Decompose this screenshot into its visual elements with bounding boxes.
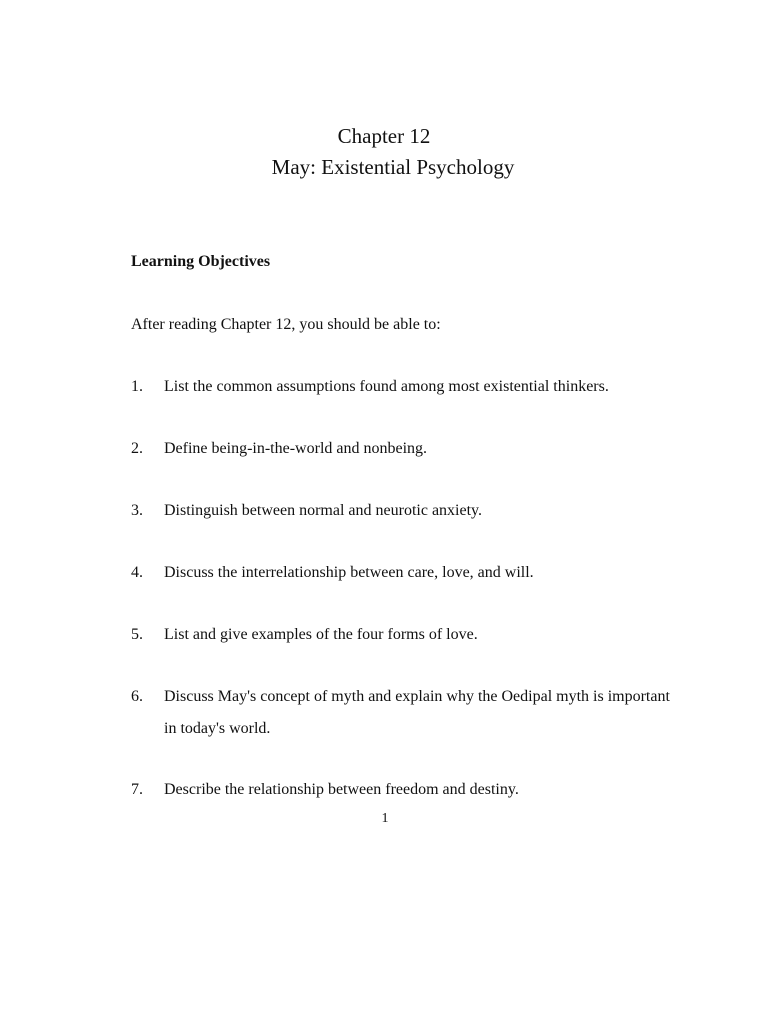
objective-text: Describe the relationship between freedom and destiny.: [164, 781, 519, 798]
objective-number: 6.: [131, 688, 143, 705]
objective-text: Discuss May's concept of myth and explain why the Oedipal myth is important in today's world.: [164, 688, 670, 737]
objective-text: Define being-in-the-world and nonbeing.: [164, 440, 428, 457]
objective-number: 4.: [131, 564, 143, 581]
chapter-title: Chapter 12: [337, 124, 431, 148]
objective-number: 5.: [131, 626, 143, 643]
objective-number: 1.: [131, 378, 143, 395]
objective-number: 2.: [131, 440, 143, 457]
objective-number: 7.: [131, 781, 143, 798]
objective-text: Discuss the interrelationship between care, love, and will.: [164, 564, 534, 581]
chapter-subtitle: May: Existential Psychology: [271, 155, 515, 179]
objective-text: List and give examples of the four forms of love.: [164, 626, 478, 643]
objective-text: List the common assumptions found among most existential thinkers.: [164, 378, 609, 395]
section-heading: Learning Objectives: [131, 253, 271, 270]
page-number: 1: [381, 811, 389, 826]
objective-number: 3.: [131, 502, 143, 519]
objective-text: Distinguish between normal and neurotic anxiety.: [164, 502, 482, 519]
intro-text: After reading Chapter 12, you should be able to:: [131, 316, 441, 333]
